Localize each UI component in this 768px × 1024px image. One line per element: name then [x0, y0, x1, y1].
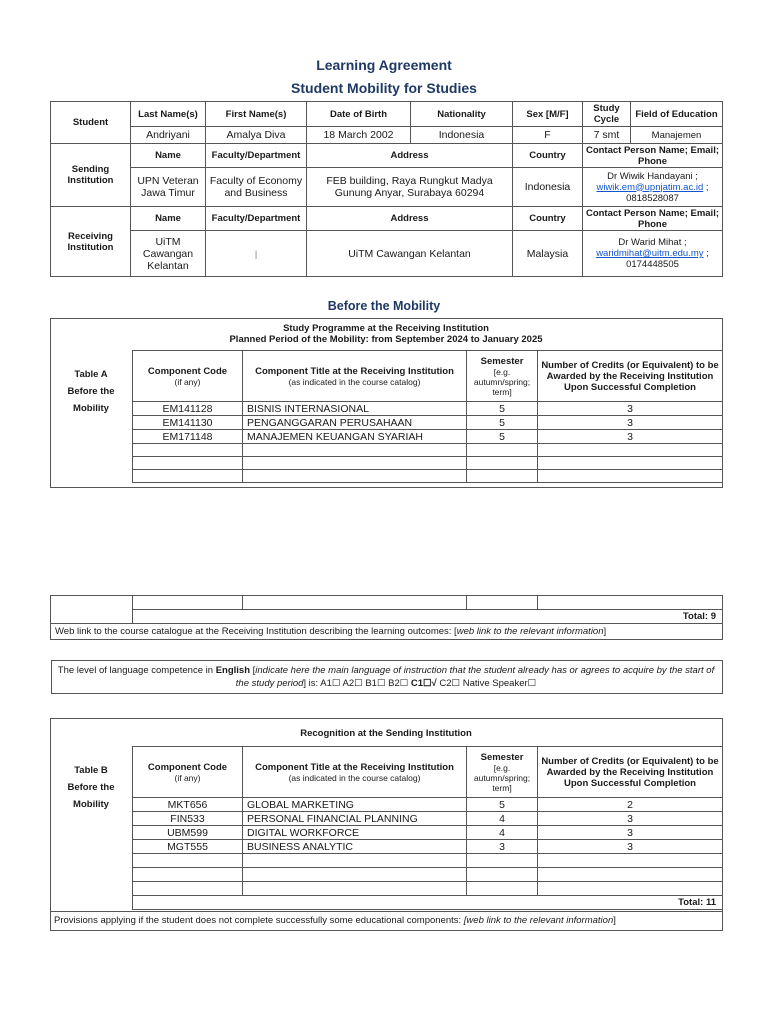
document-subtitle: Student Mobility for Studies — [291, 80, 477, 96]
table-b-side-label — [50, 762, 132, 813]
table-a-weblink-row — [51, 624, 723, 640]
table-b-side-line1: Table B — [74, 765, 108, 776]
receiving-col-name: Name — [131, 207, 206, 231]
receiving-institution-label: Receiving Institution — [51, 207, 131, 277]
receiving-contact-phone: 0174448505 — [626, 259, 679, 270]
table-a-code: EM171148 — [133, 430, 243, 444]
receiving-contact-separator: ; — [703, 248, 709, 259]
sending-col-country: Country — [513, 144, 583, 168]
language-level-c1-checked[interactable]: C1☐√ — [410, 678, 437, 689]
table-a-col-semester — [467, 351, 538, 402]
table-a-col-semester-sub: [e.g. autumn/spring; term] — [473, 366, 531, 397]
table-b-code: MKT656 — [133, 798, 243, 812]
student-institution-table — [50, 101, 723, 277]
table-a-heading-line2: Planned Period of the Mobility: from September 2024 to January 2025 — [229, 334, 543, 345]
table-b-heading: Recognition at the Sending Institution — [300, 728, 472, 739]
table-b-col-credits: Number of Credits (or Equivalent) to be Awarded by the Receiving Institution Upon Successful Completion — [538, 747, 723, 798]
sending-contact-name: Dr Wiwik Handayani ; — [607, 170, 698, 182]
table-row — [133, 826, 723, 840]
table-a-col-semester-label: Semester — [480, 355, 524, 367]
table-b-col-semester — [467, 747, 538, 798]
sending-col-name: Name — [131, 144, 206, 168]
sending-contact-phone: 0818528087 — [626, 192, 679, 204]
table-row — [133, 798, 723, 812]
table-b-col-code-sub: (if any) — [174, 772, 201, 783]
table-b-col-title-label: Component Title at the Receiving Institution — [255, 761, 454, 773]
provisions-link[interactable]: [web link to the relevant information — [463, 915, 614, 926]
col-first-name: First Name(s) — [206, 102, 307, 127]
sending-country-value: Indonesia — [513, 168, 583, 207]
table-a-credits: 3 — [538, 430, 723, 444]
table-a-col-code-sub: (if any) — [174, 376, 201, 387]
table-b-total: Total: 11 — [133, 896, 723, 910]
receiving-name-value: UiTM Cawangan Kelantan — [131, 231, 206, 277]
table-b-title: BUSINESS ANALYTIC — [243, 840, 467, 854]
table-b-col-code — [133, 747, 243, 798]
receiving-col-address: Address — [307, 207, 513, 231]
last-name-value: Andriyani — [131, 127, 206, 144]
table-row-empty — [133, 868, 723, 882]
receiving-faculty-value: | — [206, 231, 307, 277]
sending-col-address: Address — [307, 144, 513, 168]
table-a-heading — [50, 323, 722, 345]
table-a-col-title-sub: (as indicated in the course catalog) — [288, 376, 421, 387]
table-row — [133, 430, 723, 444]
table-b-col-semester-sub: [e.g. autumn/spring; term] — [473, 762, 531, 793]
table-row-empty — [133, 470, 723, 483]
document-title: Learning Agreement — [316, 57, 452, 73]
table-b-code: UBM599 — [133, 826, 243, 840]
col-field-of-education: Field of Education — [631, 102, 723, 127]
table-a-col-code — [133, 351, 243, 402]
sending-col-faculty: Faculty/Department — [206, 144, 307, 168]
receiving-contact-value — [583, 231, 723, 277]
table-b-credits: 3 — [538, 840, 723, 854]
receiving-contact-name: Dr Warid Mihat ; — [618, 237, 687, 248]
language-name: English — [215, 665, 250, 676]
table-a-code: EM141130 — [133, 416, 243, 430]
table-row-empty — [133, 444, 723, 457]
table-row — [133, 402, 723, 416]
provisions-close: ] — [613, 915, 616, 926]
col-last-name: Last Name(s) — [131, 102, 206, 127]
col-nationality: Nationality — [411, 102, 513, 127]
table-b-semester: 4 — [467, 812, 538, 826]
table-b-code: MGT555 — [133, 840, 243, 854]
sending-contact-value — [583, 168, 723, 207]
sending-col-contact: Contact Person Name; Email; Phone — [583, 144, 723, 168]
table-b-col-semester-label: Semester — [480, 751, 524, 763]
receiving-address-value: UiTM Cawangan Kelantan — [307, 231, 513, 277]
table-b-col-code-label: Component Code — [147, 761, 228, 773]
table-row — [133, 416, 723, 430]
table-a-title: BISNIS INTERNASIONAL — [243, 402, 467, 416]
language-competence-text — [56, 664, 716, 690]
table-a-col-code-label: Component Code — [147, 365, 228, 377]
table-a-col-title — [243, 351, 467, 402]
sending-contact-separator: ; — [703, 181, 709, 193]
table-a-code: EM141128 — [133, 402, 243, 416]
receiving-contact-email-link[interactable]: waridmihat@uitm.edu.my — [596, 248, 704, 259]
table-b-col-title — [243, 747, 467, 798]
table-b-credits: 2 — [538, 798, 723, 812]
sending-address-value: FEB building, Raya Rungkut Madya Gunung Anyar, Surabaya 60294 — [307, 168, 513, 207]
table-a-title: MANAJEMEN KEUANGAN SYARIAH — [243, 430, 467, 444]
table-b — [132, 746, 723, 910]
table-b-provisions-row — [50, 911, 722, 929]
table-b-side-line2: Before the — [67, 782, 115, 793]
table-a-weblink-close: ] — [603, 626, 607, 637]
table-a-side-label — [50, 366, 132, 417]
table-a-col-credits: Number of Credits (or Equivalent) to be Awarded by the Receiving Institution Upon Successful Completion — [538, 351, 723, 402]
col-sex: Sex [M/F] — [513, 102, 583, 127]
language-levels: ] is: A1☐ A2☐ B1☐ B2☐ — [303, 678, 411, 689]
table-b-credits: 3 — [538, 826, 723, 840]
table-b-title: DIGITAL WORKFORCE — [243, 826, 467, 840]
table-a-col-title-label: Component Title at the Receiving Institution — [255, 365, 454, 377]
language-levels-tail: C2☐ Native Speaker☐ — [436, 678, 537, 689]
table-a-weblink-text: Web link to the course catalogue at the Receiving Institution describing the learning outcomes: [ — [55, 626, 457, 637]
study-cycle-value: 7 smt — [583, 127, 631, 144]
table-a-title: PENGANGGARAN PERUSAHAAN — [243, 416, 467, 430]
table-a-side-line1: Table A — [74, 369, 108, 380]
sending-name-value: UPN Veteran Jawa Timur — [131, 168, 206, 207]
language-instruction: indicate here the main language of instruction that the student already has or agrees to acquire by the start of the study period — [235, 665, 715, 689]
table-b-semester: 3 — [467, 840, 538, 854]
table-a-semester: 5 — [467, 430, 538, 444]
table-a-semester: 5 — [467, 402, 538, 416]
language-bracket: [ — [250, 665, 256, 676]
table-a-heading-line1: Study Programme at the Receiving Institution — [283, 323, 489, 334]
first-name-value: Amalya Diva — [206, 127, 307, 144]
table-a-weblink-link[interactable]: web link to the relevant information — [456, 626, 604, 637]
col-date-of-birth: Date of Birth — [307, 102, 411, 127]
table-a-side-line2: Before the — [67, 386, 115, 397]
before-mobility-heading: Before the Mobility — [327, 299, 441, 313]
table-row — [133, 840, 723, 854]
sending-contact-email-link[interactable]: wiwik.em@upnjatim.ac.id — [596, 181, 704, 193]
table-b-side-line3: Mobility — [73, 799, 109, 810]
table-a-semester: 5 — [467, 416, 538, 430]
date-of-birth-value: 18 March 2002 — [307, 127, 411, 144]
table-a-total: Total: 9 — [133, 610, 723, 624]
table-a — [132, 350, 723, 483]
table-row-empty — [133, 457, 723, 470]
sending-faculty-value: Faculty of Economy and Business — [206, 168, 307, 207]
table-b-credits: 3 — [538, 812, 723, 826]
table-a-continuation — [50, 595, 723, 640]
table-a-credits: 3 — [538, 402, 723, 416]
table-b-col-title-sub: (as indicated in the course catalog) — [288, 772, 421, 783]
table-b-semester: 5 — [467, 798, 538, 812]
table-row — [133, 812, 723, 826]
table-row-empty — [133, 854, 723, 868]
provisions-text: Provisions applying if the student does not complete successfully some educational components: — [54, 915, 464, 926]
table-b-title: GLOBAL MARKETING — [243, 798, 467, 812]
table-a-side-line3: Mobility — [73, 403, 109, 414]
table-b-semester: 4 — [467, 826, 538, 840]
table-b-code: FIN533 — [133, 812, 243, 826]
student-label: Student — [51, 102, 131, 144]
receiving-col-faculty: Faculty/Department — [206, 207, 307, 231]
language-pre: The level of language competence in — [57, 665, 216, 676]
sending-institution-label: Sending Institution — [51, 144, 131, 207]
sex-value: F — [513, 127, 583, 144]
table-row-empty — [133, 882, 723, 896]
receiving-col-country: Country — [513, 207, 583, 231]
receiving-col-contact: Contact Person Name; Email; Phone — [583, 207, 723, 231]
table-b-title: PERSONAL FINANCIAL PLANNING — [243, 812, 467, 826]
receiving-country-value: Malaysia — [513, 231, 583, 277]
nationality-value: Indonesia — [411, 127, 513, 144]
col-study-cycle: Study Cycle — [583, 102, 631, 127]
field-of-education-value: Manajemen — [631, 127, 723, 144]
table-a-credits: 3 — [538, 416, 723, 430]
